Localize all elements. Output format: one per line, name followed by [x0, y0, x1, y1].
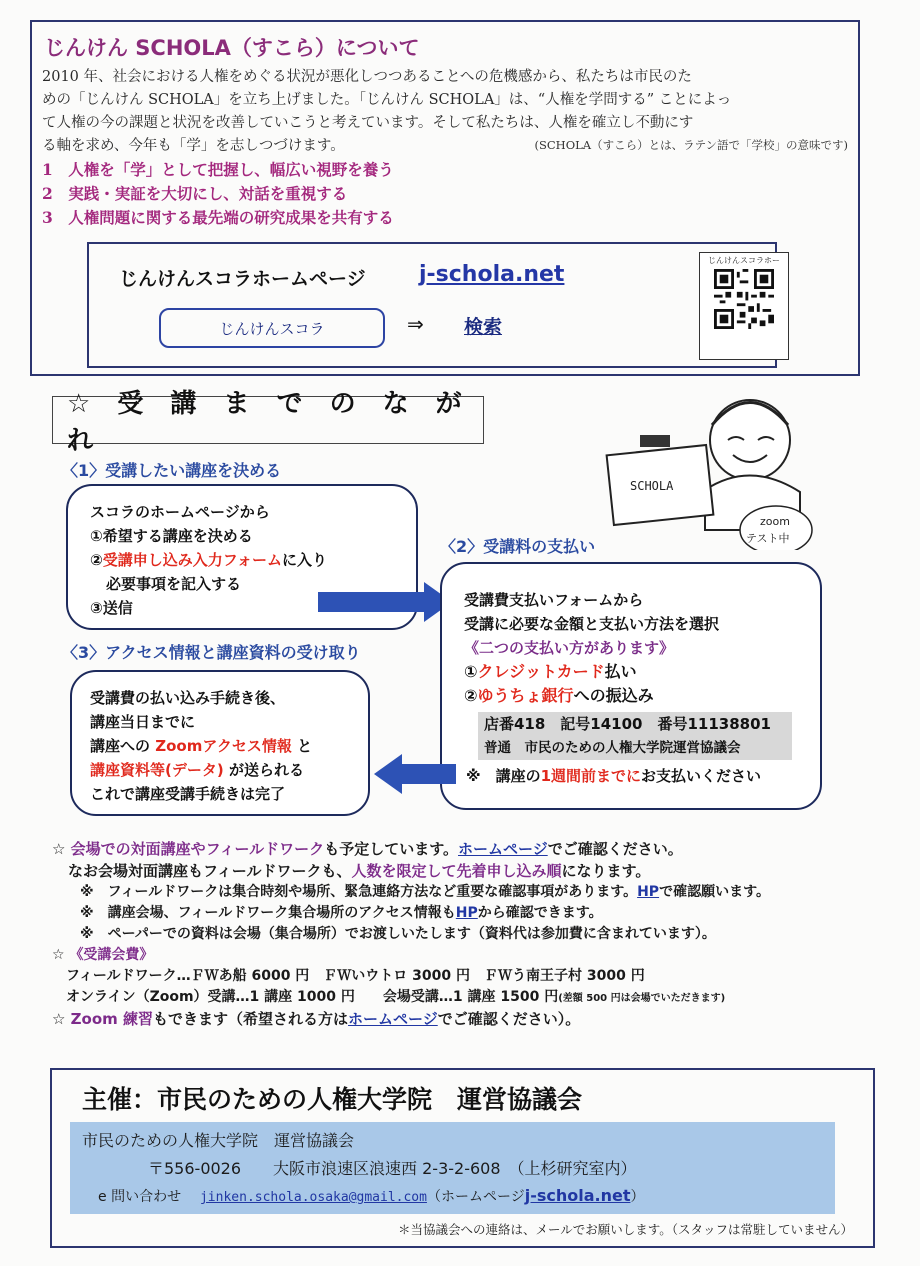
about-note: (SCHOLA（すこら）とは、ラテン語で「学校」の意味です)	[534, 138, 848, 152]
step3-card	[70, 670, 370, 816]
homepage-box	[87, 242, 780, 368]
fee-line: フィールドワーク…ＦＷあ船 6000 円 ＦＷいウトロ 3000 円 ＦＷう南王子村 3000 円	[66, 968, 645, 984]
fee-line: オンライン（Zoom）受講…1 講座 1000 円 会場受講…1 講座 1500 円(差額 500 円は会場でいただきます)	[66, 989, 726, 1005]
site-link[interactable]: j-schola.net	[524, 1186, 631, 1205]
step2-line: 受講に必要な金額と支払い方法を選択	[464, 615, 720, 633]
step3-heading: 〈3〉アクセス情報と講座資料の受け取り	[62, 643, 361, 662]
payment-methods-heading: 《二つの支払い方があります》	[464, 639, 675, 657]
info-line: なお会場対面講座もフィールドワークも、人数を限定して先着申し込み順になります。	[68, 862, 651, 880]
step1-line: ②受講申し込み入力フォームに入り	[90, 551, 327, 569]
about-body-line: 2010 年、社会における人権をめぐる状況が悪化しつつあることへの危機感から、私たちは市民のた	[42, 69, 692, 85]
step2-heading: 〈2〉受講料の支払い	[440, 537, 596, 556]
step1-line: ③送信	[90, 599, 133, 617]
payment-deadline: ※ 講座の1週間前までにお支払いください	[466, 767, 762, 785]
search-keyword-box	[159, 308, 385, 348]
about-body-line: る軸を求め、今年も「学」を志しつづけます。	[42, 138, 345, 154]
yucho-line: ②ゆうちょ銀行への振込み	[464, 686, 654, 705]
organizer-contact: e 問い合わせ jinken.schola.osaka@gmail.com（ホームページj-schola.net）	[98, 1186, 645, 1205]
organizer-footnote: ＊当協議会への連絡は、メールでお願いします。（スタッフは常駐していません）	[397, 1222, 853, 1237]
hp-link[interactable]: HP	[637, 884, 660, 900]
search-keyword: じんけんスコラ	[219, 319, 325, 338]
step1-heading: 〈1〉受講したい講座を決める	[62, 461, 282, 480]
about-body-line: めの「じんけん SCHOLA」を立ち上げました。「じんけん SCHOLA」は、“人権を学問する” ことによっ	[42, 92, 732, 108]
about-body-line: て人権の今の課題と状況を改善していこうと考えています。そして私たちは、人権を確立し不動にす	[42, 115, 694, 131]
bubble-line-2: テスト中	[746, 532, 790, 545]
search-label: 検索	[464, 316, 503, 338]
homepage-url-link[interactable]: j-schola.net	[419, 262, 565, 287]
info-note: ※ 講座会場、フィールドワーク集合場所のアクセス情報もHPから確認できます。	[80, 905, 603, 921]
info-note: ※ フィールドワークは集合時刻や場所、緊急連絡方法など重要な確認事項があります。HPで確認願います。	[80, 884, 770, 900]
arrow-right-icon	[318, 592, 428, 612]
info-note: ※ ペーパーでの資料は会場（集合場所）でお渡しいたします（資料代は参加費に含まれています）。	[80, 926, 716, 942]
qr-code-icon	[714, 269, 774, 329]
flow-title: ☆ 受 講 ま で の な が れ	[52, 396, 484, 444]
qr-label: じんけんスコラホー	[708, 256, 780, 265]
bank-info-band	[478, 712, 792, 760]
step3-line: 講座への Zoomアクセス情報 と	[90, 737, 313, 755]
step3-line: これで講座受講手続きは完了	[90, 785, 286, 803]
step3-line: 講座資料等(データ) が送られる	[90, 761, 304, 779]
about-point-1: 1 人権を「学」として把握し、幅広い視野を養う	[42, 160, 394, 179]
qr-code[interactable]	[699, 252, 789, 360]
about-box	[30, 20, 860, 376]
step1-line: 必要事項を記入する	[106, 575, 242, 593]
contact-label: e 問い合わせ	[98, 1189, 182, 1205]
organizer-name: 市民のための人権大学院 運営協議会	[82, 1131, 355, 1150]
application-form-text: 受講申し込み入力フォーム	[102, 551, 282, 569]
bubble-line-1: zoom	[760, 515, 790, 528]
step3-body	[90, 686, 312, 806]
info-line: ☆ 会場での対面講座やフィールドワークも予定しています。ホームページでご確認ください。	[52, 840, 683, 858]
arrow-icon: ⇒	[407, 312, 424, 336]
homepage-label: じんけんスコラホームページ	[119, 268, 366, 290]
step3-line: 講座当日までに	[90, 713, 196, 731]
hp-link[interactable]: HP	[455, 905, 478, 921]
step3-line: 受講費の払い込み手続き後、	[90, 689, 286, 707]
info-section	[52, 838, 902, 1030]
step1-body	[90, 500, 327, 620]
organizer-title: 主催：市民のための人権大学院 運営協議会	[82, 1085, 583, 1114]
organizer-address: 〒556-0026 大阪市浪速区浪速西 2-3-2-608 （上杉研究室内）	[148, 1159, 637, 1178]
arrow-left-icon	[400, 764, 456, 784]
step2-line: 受講費支払いフォームから	[464, 591, 644, 609]
step1-line: スコラのホームページから	[90, 503, 270, 521]
homepage-link[interactable]: ホームページ	[458, 840, 548, 858]
step1-line: ①希望する講座を決める	[90, 527, 253, 545]
bank-account-name: 普通 市民のための人権大学院運営協議会	[484, 740, 741, 756]
about-point-2: 2 実践・実証を大切にし、対話を重視する	[42, 184, 348, 203]
about-point-3: 3 人権問題に関する最先端の研究成果を共有する	[42, 208, 394, 227]
bank-account-number: 店番418 記号14100 番号11138801	[484, 715, 771, 733]
illustration-box-text: SCHOLA	[630, 479, 674, 493]
homepage-link[interactable]: ホームページ	[348, 1010, 438, 1028]
arrow-left-head-icon	[374, 754, 402, 794]
email-link[interactable]: jinken.schola.osaka@gmail.com	[199, 1190, 427, 1205]
zoom-person-illustration	[600, 380, 820, 550]
organizer-box	[50, 1068, 875, 1248]
credit-card-line: ①クレジットカード払い	[464, 662, 637, 681]
organizer-contact-band	[70, 1122, 835, 1214]
about-title: じんけん SCHOLA（すこら）について	[44, 36, 420, 60]
fee-heading: ☆ 《受講会費》	[52, 947, 154, 963]
step2-body	[464, 588, 719, 708]
step2-card	[440, 562, 822, 810]
zoom-practice-line: ☆ Zoom 練習もできます（希望される方はホームページでご確認ください）。	[52, 1010, 581, 1028]
